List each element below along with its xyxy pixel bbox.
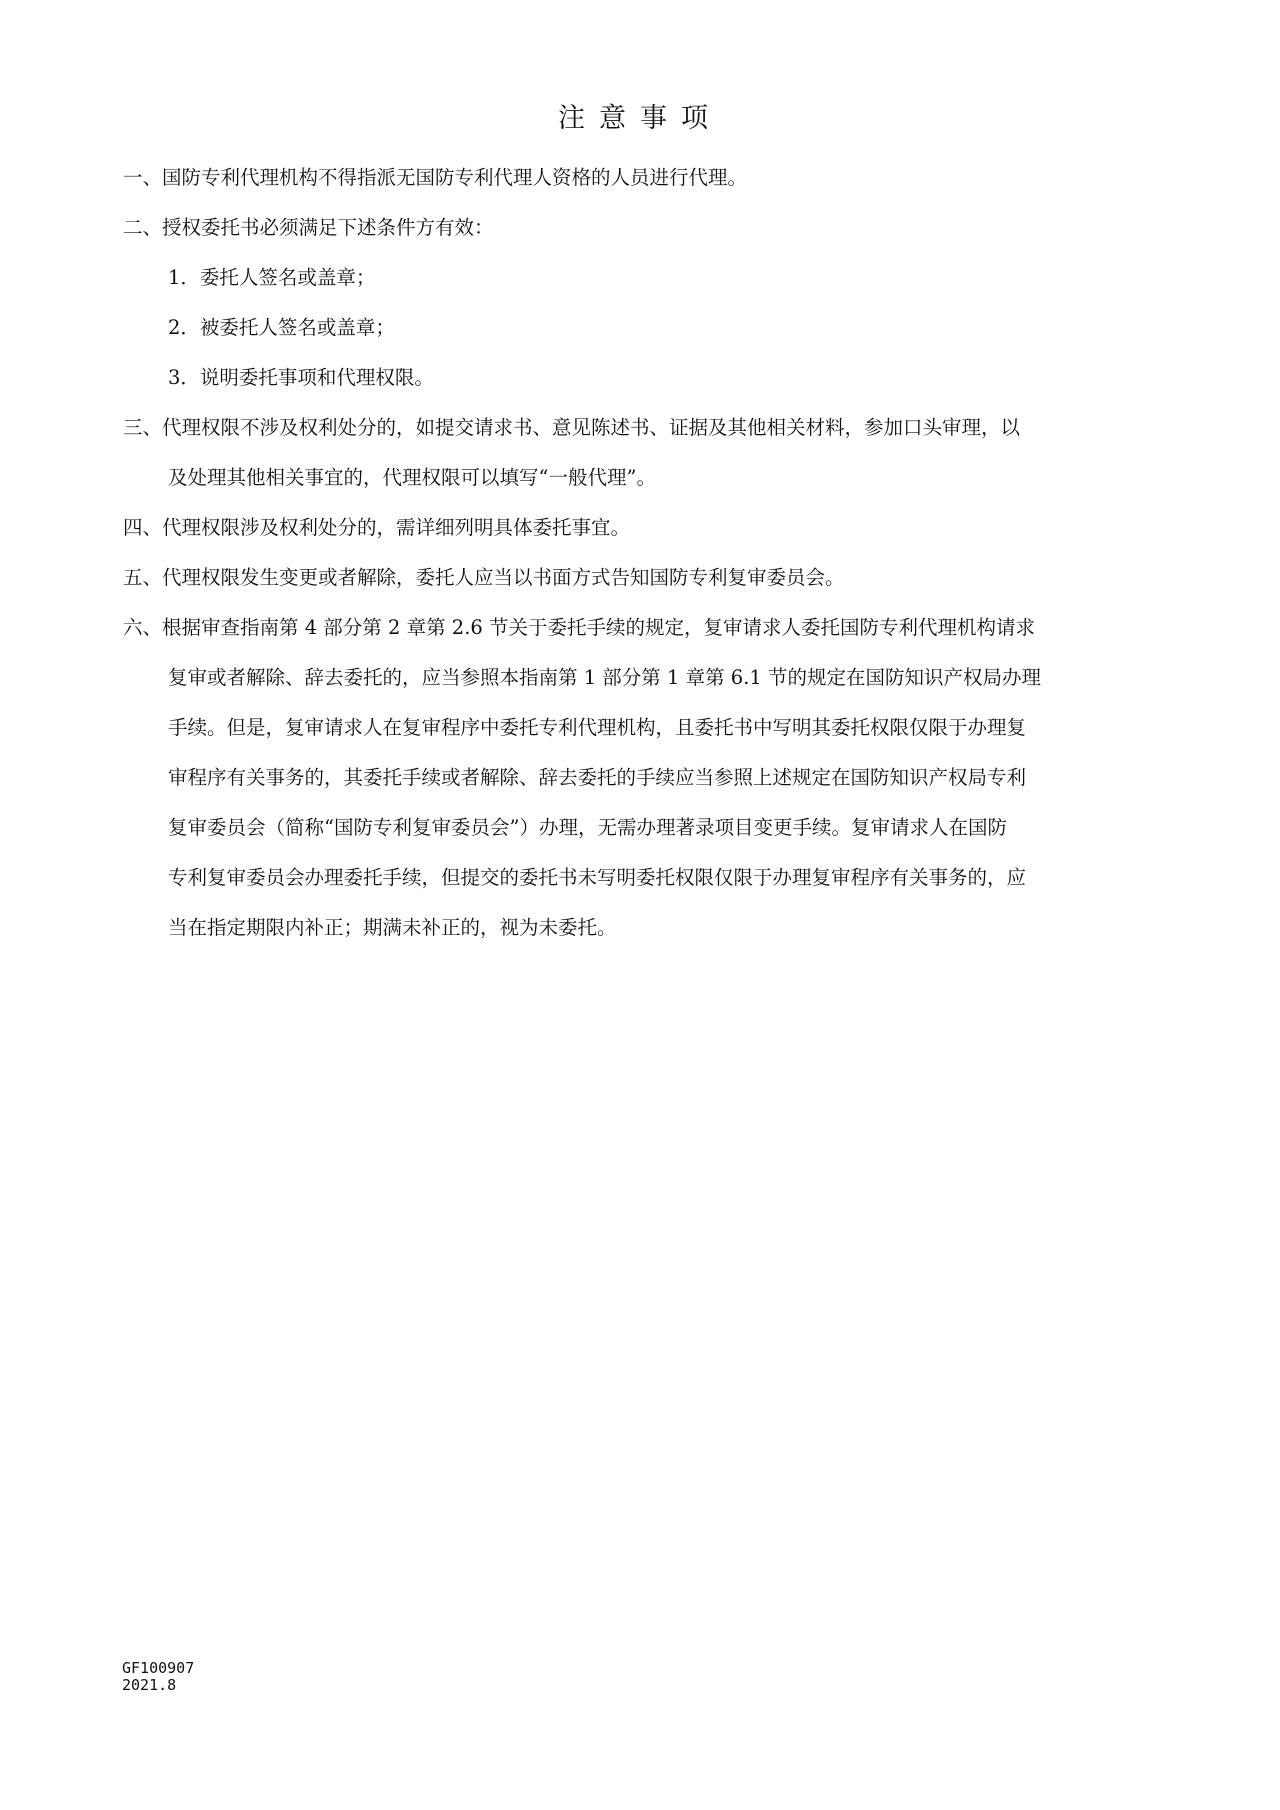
notice-item-5: 五、代理权限发生变更或者解除，委托人应当以书面方式告知国防专利复审委员会。 <box>123 566 845 589</box>
condition-item-1: 1．委托人签名或盖章； <box>168 266 376 289</box>
notice-item-2: 二、授权委托书必须满足下述条件方有效： <box>123 216 494 239</box>
condition-item-2: 2．被委托人签名或盖章； <box>168 316 395 339</box>
notice-item-6-cont: 复审或者解除、辞去委托的，应当参照本指南第 1 部分第 1 章第 6.1 节的规定在国防知识产权局办理 <box>168 666 1042 689</box>
notice-item-3-cont: 及处理其他相关事宜的，代理权限可以填写“一般代理”。 <box>168 466 656 489</box>
notice-item-4: 四、代理权限涉及权利处分的，需详细列明具体委托事宜。 <box>123 516 631 539</box>
notice-item-1: 一、国防专利代理机构不得指派无国防专利代理人资格的人员进行代理。 <box>123 166 748 189</box>
notice-item-6-cont: 审程序有关事务的，其委托手续或者解除、辞去委托的手续应当参照上述规定在国防知识产权局专利 <box>168 766 1027 789</box>
page-title: 注意事项 <box>558 103 722 134</box>
notice-item-6-cont: 复审委员会（简称“国防专利复审委员会”）办理，无需办理著录项目变更手续。复审请求人在国防 <box>168 816 1007 839</box>
form-footer <box>122 1660 194 1694</box>
condition-item-3: 3．说明委托事项和代理权限。 <box>168 366 434 389</box>
notice-item-6: 六、根据审查指南第 4 部分第 2 章第 2.6 节关于委托手续的规定，复审请求人委托国防专利代理机构请求 <box>123 616 1036 639</box>
form-version: 2021.8 <box>122 1676 177 1694</box>
form-code: GF100907 <box>122 1659 195 1677</box>
notice-item-3: 三、代理权限不涉及权利处分的，如提交请求书、意见陈述书、证据及其他相关材料，参加口头审理，以 <box>123 416 1021 439</box>
notice-item-6-cont: 当在指定期限内补正；期满未补正的，视为未委托。 <box>168 916 617 939</box>
notice-item-6-cont: 手续。但是，复审请求人在复审程序中委托专利代理机构，且委托书中写明其委托权限仅限于办理复 <box>168 716 1027 739</box>
notice-item-6-cont: 专利复审委员会办理委托手续，但提交的委托书未写明委托权限仅限于办理复审程序有关事务的，应 <box>168 866 1027 889</box>
